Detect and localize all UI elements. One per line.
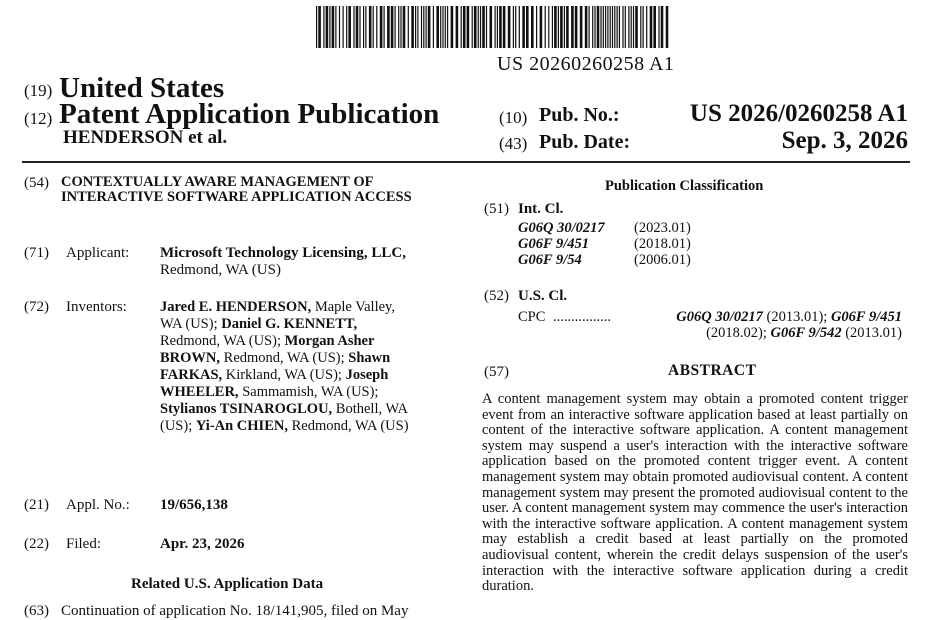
applicant-location: Redmond, WA (US): [160, 262, 281, 278]
us-cl-label: U.S. Cl.: [518, 288, 568, 304]
header-divider: [22, 161, 910, 163]
barcode-bar: [658, 6, 659, 48]
barcode-bar: [365, 6, 366, 48]
pub-no: US 2026/0260258 A1: [689, 100, 908, 127]
barcode-bar: [650, 6, 653, 48]
cpc-value: [630, 309, 902, 341]
appl-no: 19/656,138: [160, 497, 228, 513]
inventor-location: Redmond, WA (US);: [220, 350, 349, 366]
barcode-number: US 20260260258 A1: [497, 53, 675, 75]
barcode-bar: [376, 6, 377, 48]
barcode-bar: [456, 6, 459, 48]
barcode-bar: [486, 6, 487, 48]
pub-date: Sep. 3, 2026: [781, 127, 908, 154]
int-cl-version: (2018.01): [634, 236, 691, 252]
doc-type: Patent Application Publication: [59, 98, 440, 130]
barcode-bar: [607, 6, 608, 48]
barcode-bar: [421, 6, 422, 48]
inventor-location: Redmond, WA (US): [287, 418, 409, 434]
barcode-bar: [474, 6, 477, 48]
country-code: (19): [24, 81, 53, 100]
barcode-bar: [343, 6, 344, 48]
pub-date-label: Pub. Date:: [539, 131, 631, 153]
barcode-bar: [359, 6, 360, 48]
barcode-bar: [373, 6, 374, 48]
barcode-bar: [560, 6, 563, 48]
pub-no-code: (10): [499, 108, 528, 127]
cpc-version: (2013.01);: [762, 309, 831, 325]
int-cl-code: (51): [484, 201, 509, 217]
continuation-code: (63): [24, 603, 49, 619]
barcode-bar: [643, 6, 644, 48]
barcode-bar: [380, 6, 383, 48]
barcode-bar: [461, 6, 462, 48]
appl-no-label: Appl. No.:: [66, 497, 130, 513]
barcode-bar: [540, 6, 543, 48]
barcode-bar: [482, 6, 485, 48]
cpc-code: G06F 9/451: [830, 309, 902, 325]
applicant-label: Applicant:: [66, 245, 130, 261]
barcode-bar: [326, 6, 329, 48]
inventor-name: Yi-An CHIEN,: [195, 418, 288, 434]
barcode-bar: [617, 6, 618, 48]
int-cl-version: (2023.01): [634, 220, 691, 236]
barcode-bar: [585, 6, 588, 48]
barcode-bar: [447, 6, 448, 48]
inventor-location: Redmond, WA (US);: [160, 333, 285, 349]
barcode-bar: [332, 6, 335, 48]
barcode-bar: [508, 6, 511, 48]
inventor-name: Stylianos TSINAROGLOU,: [160, 401, 333, 417]
barcode-bar: [451, 6, 454, 48]
barcode-bar: [400, 6, 401, 48]
barcode-bar: [519, 6, 520, 48]
barcode-bar: [346, 6, 347, 48]
barcode-bar: [428, 6, 431, 48]
abstract-heading: ABSTRACT: [668, 362, 757, 379]
barcode-bar: [592, 6, 593, 48]
barcode-bar: [387, 6, 390, 48]
int-cl-row: [518, 220, 691, 236]
barcode-bar: [531, 6, 534, 48]
barcode-bar: [640, 6, 641, 48]
int-cl-code-value: G06Q 30/0217: [518, 220, 605, 236]
inventor-name: Morgan Asher BROWN,: [160, 333, 375, 366]
inventor-location: Maple Valley, WA (US);: [160, 299, 395, 332]
inventors-label: Inventors:: [66, 299, 127, 315]
applicant-name: Microsoft Technology Licensing, LLC,: [160, 245, 406, 261]
int-cl-version: (2006.01): [634, 252, 691, 268]
barcode-bar: [513, 6, 514, 48]
int-cl-code-value: G06F 9/451: [518, 236, 590, 252]
barcode-bar: [445, 6, 446, 48]
appl-no-code: (21): [24, 497, 49, 513]
barcode-bar: [614, 6, 615, 48]
inventor-name: Daniel G. KENNETT,: [221, 316, 358, 332]
cpc-code: G06F 9/542: [770, 325, 842, 341]
barcode-bar: [545, 6, 546, 48]
doc-type-code: (12): [24, 109, 53, 128]
barcode-bar: [411, 6, 414, 48]
cpc-version: (2018.02);: [706, 325, 771, 341]
barcode-bar: [472, 6, 473, 48]
barcode-bar: [348, 6, 351, 48]
country: United States: [59, 72, 225, 104]
barcode-bar: [594, 6, 595, 48]
barcode-bar: [480, 6, 481, 48]
barcode-bar: [423, 6, 424, 48]
barcode-bar: [622, 6, 623, 48]
barcode-bar: [363, 6, 364, 48]
barcode-bar: [490, 6, 493, 48]
barcode-bar: [566, 6, 569, 48]
patent-title: CONTEXTUALLY AWARE MANAGEMENT OF INTERACTIVE SOFTWARE APPLICATION ACCESS: [61, 174, 412, 205]
barcode-bar: [339, 6, 340, 48]
barcode-bar: [415, 6, 416, 48]
barcode-bar: [495, 6, 496, 48]
abstract-text: A content management system may obtain a promoted content trigger event from an interactive software application based at least partially on content of the interactive software application. A content management system may suspend a user's interaction with the interactive software application based on the promoted content trigger event. A content management system may obtain promoted audiovisual content. A content management system may present the promoted audiovisual content to the user. A content management system may commence the user's interaction with the interactive software application. A content management system may establish a credit based at least partially on the promoted audiovisual content, wherein the credit delays suspension of the user's interaction with the interactive software application during a credit duration.: [482, 391, 908, 595]
int-cl-row: [518, 252, 691, 268]
barcode-bar: [558, 6, 559, 48]
barcode-bar: [600, 6, 601, 48]
barcode-bar: [610, 6, 611, 48]
pub-date-code: (43): [499, 134, 528, 153]
inventor-location: Bothell, WA (US);: [160, 401, 408, 434]
filed-code: (22): [24, 536, 49, 552]
barcode-bar: [564, 6, 565, 48]
applicant-value: [160, 245, 410, 279]
barcode-bar: [426, 6, 427, 48]
barcode-bar: [635, 6, 638, 48]
int-cl-row: [518, 236, 691, 252]
barcode-bar: [548, 6, 549, 48]
barcode: [316, 6, 669, 48]
inventor-name: Shawn FARKAS,: [160, 350, 391, 383]
barcode-bar: [433, 6, 434, 48]
barcode-bar: [467, 6, 470, 48]
barcode-bar: [571, 6, 574, 48]
inventor-location: Kirkland, WA (US);: [222, 367, 346, 383]
barcode-bar: [515, 6, 516, 48]
barcode-bar: [499, 6, 502, 48]
continuation-text: Continuation of application No. 18/141,905, filed on May: [61, 603, 409, 619]
barcode-bar: [554, 6, 557, 48]
barcode-bar: [631, 6, 632, 48]
barcode-bar: [625, 6, 626, 48]
int-cl-label: Int. Cl.: [518, 201, 564, 217]
barcode-bar: [395, 6, 396, 48]
barcode-bar: [526, 6, 529, 48]
barcode-bar: [619, 6, 620, 48]
barcode-bar: [463, 6, 466, 48]
applicant-code: (71): [24, 245, 49, 261]
cpc-version: (2013.01): [841, 325, 902, 341]
barcode-bar: [522, 6, 525, 48]
barcode-bar: [329, 6, 330, 48]
abstract-code: (57): [484, 364, 509, 380]
barcode-bar: [589, 6, 590, 48]
barcode-bar: [580, 6, 583, 48]
pub-class-heading: Publication Classification: [605, 178, 764, 194]
barcode-bar: [440, 6, 441, 48]
barcode-bar: [408, 6, 409, 48]
inventor-location: Sammamish, WA (US);: [238, 384, 379, 400]
barcode-bar: [552, 6, 553, 48]
barcode-bar: [316, 6, 317, 48]
barcode-bar: [633, 6, 634, 48]
barcode-bar: [417, 6, 418, 48]
barcode-bar: [323, 6, 324, 48]
barcode-bar: [442, 6, 443, 48]
int-cl-code-value: G06F 9/54: [518, 252, 582, 268]
authors: HENDERSON et al.: [63, 127, 228, 148]
barcode-bar: [403, 6, 406, 48]
pub-no-label: Pub. No.:: [539, 104, 620, 126]
inventor-name: Joseph WHEELER,: [160, 367, 389, 400]
barcode-bar: [597, 6, 600, 48]
barcode-bar: [391, 6, 394, 48]
barcode-bar: [603, 6, 604, 48]
barcode-bar: [318, 6, 321, 48]
barcode-bar: [335, 6, 336, 48]
barcode-bar: [398, 6, 399, 48]
barcode-bar: [646, 6, 647, 48]
inventors-code: (72): [24, 299, 49, 315]
us-cl-code: (52): [484, 288, 509, 304]
barcode-bar: [605, 6, 606, 48]
barcode-bar: [497, 6, 498, 48]
filed-label: Filed:: [66, 536, 102, 552]
cpc-code: G06Q 30/0217: [676, 309, 763, 325]
barcode-bar: [612, 6, 613, 48]
related-data-heading: Related U.S. Application Data: [131, 576, 324, 592]
barcode-bar: [356, 6, 359, 48]
cpc-dots: ................: [553, 309, 611, 325]
barcode-bar: [575, 6, 578, 48]
title-code: (54): [24, 175, 49, 191]
barcode-bar: [666, 6, 669, 48]
int-cl-table: [518, 220, 691, 268]
barcode-bar: [536, 6, 537, 48]
barcode-bar: [384, 6, 385, 48]
inventors-list: [160, 299, 410, 435]
barcode-bar: [353, 6, 354, 48]
barcode-bar: [503, 6, 506, 48]
barcode-bar: [369, 6, 372, 48]
barcode-bar: [436, 6, 439, 48]
inventor-name: Jared E. HENDERSON,: [160, 299, 312, 315]
barcode-bar: [478, 6, 479, 48]
cpc-label: CPC: [518, 309, 546, 325]
filed-date: Apr. 23, 2026: [160, 536, 245, 552]
barcode-bar: [628, 6, 629, 48]
barcode-bar: [661, 6, 664, 48]
barcode-bar: [653, 6, 656, 48]
